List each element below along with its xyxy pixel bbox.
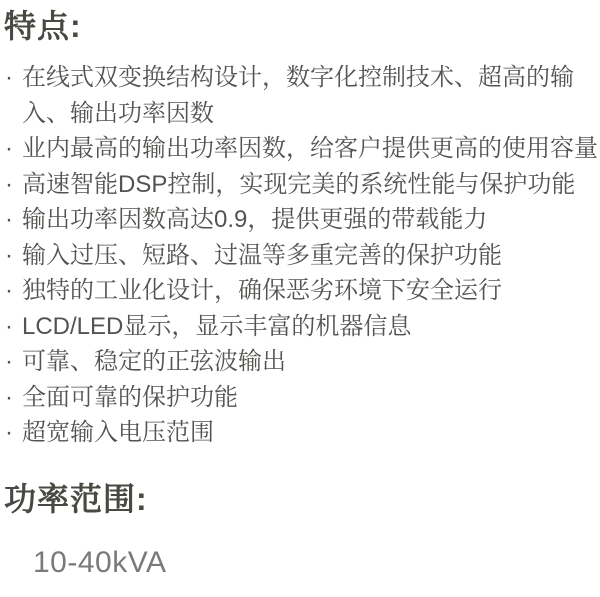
feature-item [4,380,600,416]
feature-item [4,344,600,380]
feature-text: 独特的工业化设计，确保恶劣环境下安全运行 [22,277,502,304]
bullet-icon: · [5,419,13,446]
bullet-icon: · [5,135,13,162]
feature-text: 可靠、稳定的正弦波输出 [22,348,286,375]
feature-text: LCD/LED显示，显示丰富的机器信息 [22,312,412,340]
bullet-icon: · [5,206,13,233]
feature-item [4,238,600,274]
bullet-icon: · [5,170,13,198]
feature-item [4,273,600,309]
features-heading: 特点: [4,8,82,44]
feature-text: 输入过压、短路、过温等多重完善的保护功能 [22,241,502,269]
bullet-icon: · [5,277,13,304]
feature-text: 高速智能DSP控制，实现完美的系统性能与保护功能 [22,170,576,198]
bullet-icon: · [5,383,13,411]
feature-item [4,131,600,167]
power-range-heading: 功率范围: [4,480,148,517]
power-range-value: 10-40kVA [33,545,167,579]
bullet-icon: · [5,312,13,340]
feature-text: 业内最高的输出功率因数，给客户提供更高的使用容量 [22,135,598,162]
feature-text: 超宽输入电压范围 [22,419,214,446]
bullet-icon: · [5,348,13,375]
feature-text: 输出功率因数高达0.9，提供更强的带载能力 [22,206,488,233]
feature-item [4,60,600,131]
bullet-icon: · [5,64,13,91]
feature-item [4,309,600,345]
bullet-icon: · [5,241,13,269]
feature-text: 全面可靠的保护功能 [22,383,238,411]
feature-text: 在线式双变换结构设计，数字化控制技术、超高的输入、输出功率因数 [22,64,574,127]
feature-item [4,167,600,203]
feature-item [4,415,600,451]
feature-item [4,202,600,238]
features-list [4,60,600,451]
